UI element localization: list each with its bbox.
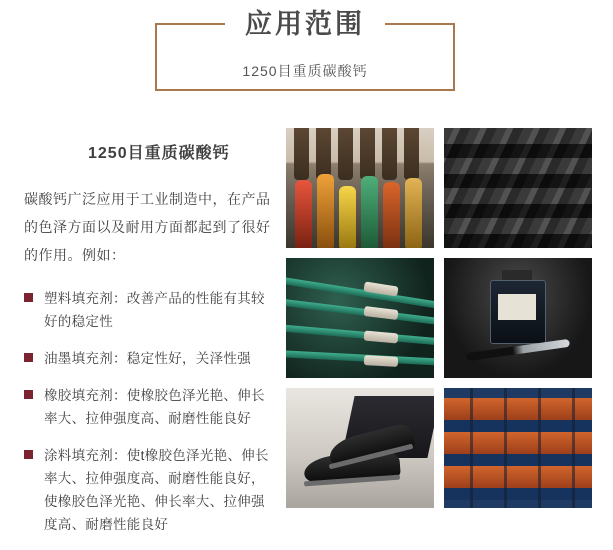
square-bullet-icon [24,450,33,459]
leather-shoes-photo [286,388,434,508]
list-item-text: 涂料填充剂：使t橡胶色泽光艳、伸长率大、拉伸强度高、耐磨性能良好，使橡胶色泽光艳、伸长率大、拉伸强度高、耐磨性能良好 [44,448,269,532]
section-title: 1250目重质碳酸钙 [88,145,230,162]
green-cables-photo [286,258,434,378]
text-column [24,140,274,550]
page-title: 应用范围 [245,9,365,39]
ink-bottle-photo [444,258,592,378]
frame-bottom-line [155,89,455,91]
tire-tread-photo [444,128,592,248]
auditorium-seats-photo [444,388,592,508]
list-item-text: 橡胶填充剂：使橡胶色泽光艳、伸长率大、拉伸强度高、耐磨性能良好 [44,388,265,426]
paint-brushes-photo [286,128,434,248]
list-item-text: 油墨填充剂：稳定性好，关泽性强 [44,351,251,366]
page-body [0,112,613,549]
list-item [24,287,274,333]
header-decorative-frame [155,9,455,91]
page-subtitle: 1250目重质碳酸钙 [242,63,368,79]
square-bullet-icon [24,390,33,399]
list-item-text: 塑料填充剂：改善产品的性能有其较好的稳定性 [44,291,265,329]
list-item [24,347,274,370]
intro-paragraph: 碳酸钙广泛应用于工业制造中，在产品的色泽方面以及耐用方面都起到了很好的作用。例如： [24,191,271,263]
square-bullet-icon [24,353,33,362]
image-grid [286,128,592,508]
application-list [24,287,274,536]
list-item [24,444,274,536]
page-header [0,0,613,112]
square-bullet-icon [24,293,33,302]
list-item [24,384,274,430]
